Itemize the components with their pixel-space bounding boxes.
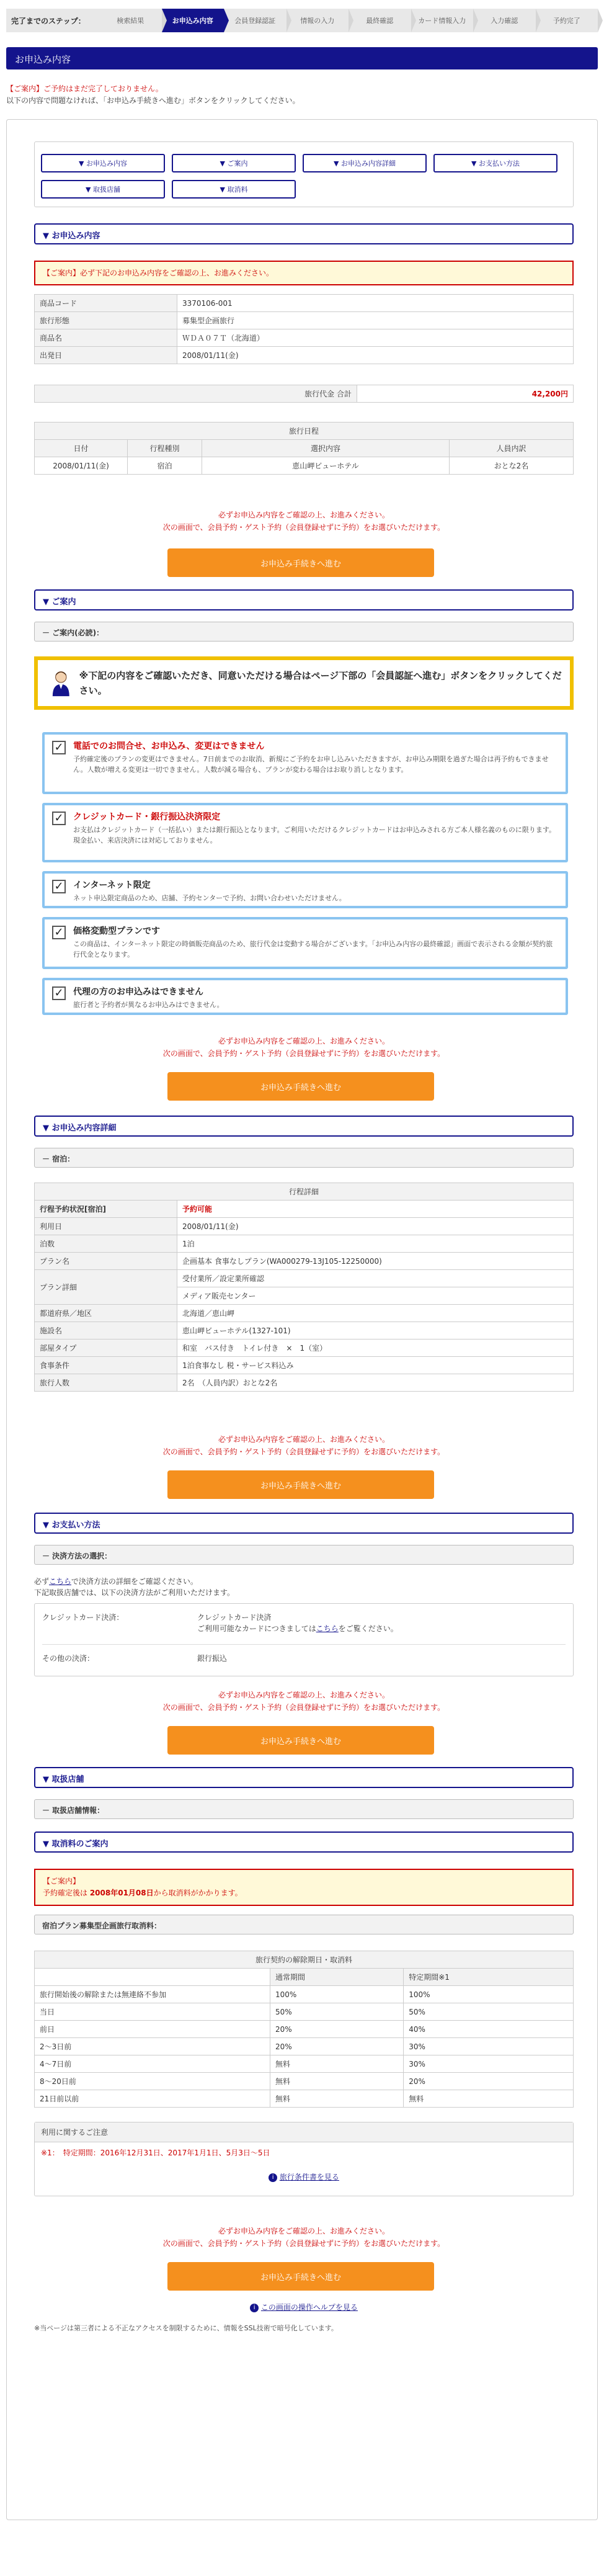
step-final-check: 最終確認 bbox=[349, 9, 411, 32]
guide-notice-box bbox=[34, 656, 574, 710]
step-info-input: 情報の入力 bbox=[286, 9, 349, 32]
payment-note: 必ずこちらで決済方法の詳細をご確認ください。 下記取扱店舗では、以下の決済方法がご利用いただけます。 bbox=[34, 1577, 235, 1597]
step-card-input: カード情報入力 bbox=[411, 9, 474, 32]
usage-note-title: 利用に関するご注意 bbox=[35, 2122, 573, 2142]
page-title: お申込み内容 bbox=[6, 47, 598, 69]
apply-warning: 【ご案内】必ず下記のお申込み内容をご確認の上、お進みください。 bbox=[34, 261, 574, 285]
check-item: ✓ 代理の方のお申込みはできません 旅行者と予約者が異なるお申込みはできません。 bbox=[42, 978, 568, 1015]
guide-subheading: － ご案内(必読)： bbox=[34, 622, 574, 642]
table-row: プラン詳細 受付業所／設定業所確認 bbox=[35, 1270, 574, 1287]
confirm-message-4: 必ずお申込み内容をご確認の上、お進みください。 次の画面で、会員予約・ゲスト予約（会員登録せずに予約）をお選びいただけます。 bbox=[162, 1691, 445, 1712]
cancel-subheading: 宿泊プラン募集型企画旅行取消料： bbox=[34, 1915, 574, 1934]
step-search-results: 検索結果 bbox=[99, 9, 162, 32]
table-row: 食事条件 1泊食事なし 税・サービス料込み bbox=[35, 1357, 574, 1374]
total-table bbox=[34, 385, 574, 403]
info-circle-icon: i bbox=[269, 2173, 277, 2182]
checkmark-icon: ✓ bbox=[52, 741, 66, 754]
detail-subheading: － 宿泊： bbox=[34, 1148, 574, 1168]
table-row: 部屋タイプ 和室 バス付き トイレ付き × 1（室） bbox=[35, 1339, 574, 1357]
notice bbox=[6, 83, 300, 107]
proceed-button-4[interactable]: お申込み手続きへ進む bbox=[167, 1726, 434, 1755]
table-row: メディア販売センター bbox=[35, 1287, 574, 1305]
help-link-row bbox=[34, 2302, 574, 2312]
progress-steps bbox=[6, 9, 598, 32]
confirm-message-2: 必ずお申込み内容をご確認の上、お進みください。 次の画面で、会員予約・ゲスト予約（会員登録せずに予約）をお選びいただけます。 bbox=[162, 1037, 445, 1058]
ssl-footer: ※当ページは第三者による不正なアクセスを制限するために、情報をSSL技術で暗号化しています。 bbox=[34, 2324, 338, 2332]
table-row: 商品コード 3370106-001 bbox=[35, 295, 574, 312]
table-row: 8〜20日前 無料 20% bbox=[35, 2073, 574, 2090]
confirm-message-5: 必ずお申込み内容をご確認の上、お進みください。 次の画面で、会員予約・ゲスト予約（会員登録せずに予約）をお選びいただけます。 bbox=[162, 2227, 445, 2248]
checkmark-icon: ✓ bbox=[52, 812, 66, 825]
proceed-button-3[interactable]: お申込み手続きへ進む bbox=[167, 1470, 434, 1499]
total-value: 42,200円 bbox=[357, 385, 574, 403]
step-member-auth: 会員登録認証 bbox=[224, 9, 286, 32]
steps-label: 完了までのステップ： bbox=[11, 16, 86, 25]
table-row: 当日 50% 50% bbox=[35, 2003, 574, 2021]
proceed-button-1[interactable]: お申込み手続きへ進む bbox=[167, 548, 434, 577]
nav-payment-button[interactable]: ▼ お支払い方法 bbox=[433, 154, 557, 172]
check-item: ✓ 電話でのお問合せ、お申込み、変更はできません 予約確定後のプランの変更はできません。7日前までのお取消、新規にご予約をお申し込みいただきますが、お申込み期限を過ぎた場合は再予約もできません。人数が増える変更は一切できません。人数が減る場合も、プランが変わる場合はお取り消しとなります。 bbox=[42, 732, 568, 794]
itinerary-title: 旅行日程 bbox=[35, 423, 574, 440]
nav-apply-button[interactable]: ▼ お申込み内容 bbox=[41, 154, 165, 172]
table-row: 旅行人数 2名 （人員内訳）おとな2名 bbox=[35, 1374, 574, 1392]
section-payment-heading: ▼ お支払い方法 bbox=[34, 1513, 574, 1534]
total-label: 旅行代金 合計 bbox=[35, 385, 357, 403]
itinerary-table: 旅行日程 日付 行程種別 選択内容 人員内訳 2008/01/11(金) 宿泊 恵山岬ビューホテル おとな2名 bbox=[34, 422, 574, 475]
section-cancel-heading: ▼ 取消料のご案内 bbox=[34, 1831, 574, 1853]
page: 完了までのステップ： 検索結果 お申込み内容 会員登録認証 情報の入力 最終確認 カード情報入力 入力確認 予約完了 お申込み内容 【ご案内】ご予約はまだ完了しておりません。 以下の内容で問題なければ、「お申込み手続きへ進む」ボタンをクリックしてください。 ▼ お申込み内容 ▼ ご案内 ▼ お申込み内容詳細 ▼ お支払い方法 ▼ 取扱店舗 ▼ 取消料 ▼ お申込み内容 【ご案内】必ず下記のお申込み内容をご確認の上、お進みください。 商品コード 3370106-001 旅行形態 募集型企画旅行 商品名 ＷＤＡ０７Ｔ（北海道） 出発日 2008/01/11(金) 旅行代金 合計 42,200円 旅行日程 日付 行程種別 選択内容 人員内訳 2008/01/11(金) 宿泊 恵山岬ビューホテル おとな2名 必ずお申込み内容をご確認の上、お進みください。 次の画面で、会員予約・ゲスト予約（会員登録せずに予約）をお選びいただけます。 お申込み手続きへ進む ▼ ご案内 － ご案内(必読)： ※下記の内容をご確認いただき、同意いただける場合はページ下部の「会員認証へ進む」ボタンをクリックしてください。 ✓ 電話でのお問合せ、お申込み、変更はできません 予約確定後のプランの変更はできません。7日前までのお取消、新規にご予約をお申し込みいただきますが、お申込み期限を過ぎた場合は再予約もできません。人数が増える変更は一切できません。人数が減る場合も、プランが変わる場合はお取り消しとなります。 ✓ クレジットカード・銀行振込決済限定 お支払はクレジットカード（一括払い）または銀行振込となります。ご利用いただけるクレジットカードはお申込みされる方ご本人様名義のものに限ります。現金払い、来店決済には対応しておりません。 ✓ インターネット限定 ネット申込限定商品のため、店舗、予約センターで予約、お問い合わせいただけません。 ✓ 価格変動型プランです この商品は、インターネット限定の時価販売商品のため、旅行代金は変動する場合がございます。「お申込み内容の最終確認」画面で表示される金額が契約旅行代金となります。 ✓ 代理の方のお申込みはできません 旅行者と予約者が異なるお申込みはできません。 必ずお申込み内容をご確認の上、お進みください。 次の画面で、会員予約・ゲスト予約（会員登録せずに予約）をお選びいただけます。 お申込み手続きへ進む ▼ お申込み内容詳細 － 宿泊： 行程詳細 行程予約状況[宿泊] 予約可能 利用日 2008/01/11(金) 泊数 1泊 プラン名 企画基本 食事なしプラン(WA000279-13J105-12250000) プラン詳細 受付業所／設定業所確認 メディア販売センター 都道府県／地区 北海道／恵山岬 施設名 恵山岬ビューホテル(1327-101) 部屋タイプ 和室 バス付き トイレ付き × 1（室） 食事条件 1泊食事なし 税・サービス料込み 旅行人数 2名 （人員内訳）おとな2名 必ずお申込み内容をご確認の上、お進みください。 次の画面で、会員予約・ゲスト予約（会員登録せずに予約）をお選びいただけます。 お申込み手続きへ進む ▼ お支払い方法 － 決済方法の選択： 必ずこちらで決済方法の詳細をご確認ください。 下記取扱店舗では、以下の決済方法がご利用いただけます。 クレジットカード決済： クレジットカード決済 ご利用可能なカードにつきましてはこちらをご覧ください。 その他の決済： 銀行振込 必ずお申込み内容をご確認の上、お進みください。 次の画面で、会員予約・ゲスト予約（会員登録せずに予約）をお選びいただけます。 お申込み手続きへ進む ▼ 取扱店舗 － 取扱店舗情報： ▼ 取消料のご案内 【ご案内】 予約確定後は 2008年01月08日から取消料がかかります。 宿泊プラン募集型企画旅行取消料： 旅行契約の解除期日・取消料 通常期間 特定期間※1 旅行開始後の解除または無連絡不参加 100% 100% 当日 50% 50% 前日 20% 40% 2〜3日前 20% 30% 4〜7日前 無料 30% 8〜20日前 無料 20% 21日前以前 無料 無料 利用に関するご注意 ※1： 特定期間：2016年12月31日、2017年1月1日、5月3日〜5日 i 旅行条件書を見る 必ずお申込み内容をご確認の上、お進みください。 次の画面で、会員予約・ゲスト予約（会員登録せずに予約）をお選びいただけます。 お申込み手続きへ進む i この画面の操作ヘルプを見る ※当ページは第三者による不正なアクセスを制限するために、情報をSSL技術で暗号化しています。 bbox=[0, 0, 604, 2576]
check-item: ✓ インターネット限定 ネット申込限定商品のため、店舗、予約センターで予約、お問い合わせいただけません。 bbox=[42, 871, 568, 908]
table-row: 2〜3日前 20% 30% bbox=[35, 2038, 574, 2055]
usage-note-box bbox=[34, 2122, 574, 2196]
section-apply-heading: ▼ お申込み内容 bbox=[34, 223, 574, 244]
guide-notice-text: ※下記の内容をご確認いただき、同意いただける場合はページ下部の「会員認証へ進む」ボタンをクリックしてください。 bbox=[79, 670, 562, 696]
detail-title: 行程詳細 bbox=[35, 1183, 574, 1201]
checkmark-icon: ✓ bbox=[52, 880, 66, 893]
section-detail-heading: ▼ お申込み内容詳細 bbox=[34, 1116, 574, 1137]
table-row: 商品名 ＷＤＡ０７Ｔ（北海道） bbox=[35, 329, 574, 347]
nav-guide-button[interactable]: ▼ ご案内 bbox=[172, 154, 296, 172]
checkmark-icon: ✓ bbox=[52, 926, 66, 939]
proceed-button-2[interactable]: お申込み手続きへ進む bbox=[167, 1072, 434, 1101]
info-circle-icon: i bbox=[250, 2304, 259, 2312]
payment-detail-link[interactable]: こちら bbox=[49, 1577, 71, 1586]
nav-cancel-button[interactable]: ▼ 取消料 bbox=[172, 180, 296, 199]
staff-icon bbox=[50, 669, 72, 697]
checkmark-icon: ✓ bbox=[52, 986, 66, 1000]
nav-detail-button[interactable]: ▼ お申込み内容詳細 bbox=[303, 154, 427, 172]
help-link[interactable]: この画面の操作ヘルプを見る bbox=[260, 2303, 358, 2312]
table-row: プラン名 企画基本 食事なしプラン(WA000279-13J105-12250000) bbox=[35, 1253, 574, 1270]
table-row: 旅行開始後の解除または無連絡不参加 100% 100% bbox=[35, 1986, 574, 2003]
step-input-check: 入力確認 bbox=[473, 9, 536, 32]
table-row: 2008/01/11(金) 宿泊 恵山岬ビューホテル おとな2名 bbox=[35, 457, 574, 475]
payment-subheading: － 決済方法の選択： bbox=[34, 1545, 574, 1565]
table-row: 都道府県／地区 北海道／恵山岬 bbox=[35, 1305, 574, 1322]
proceed-button-5[interactable]: お申込み手続きへ進む bbox=[167, 2262, 434, 2291]
cancel-table-title: 旅行契約の解除期日・取消料 bbox=[35, 1951, 574, 1969]
terms-link[interactable]: 旅行条件書を見る bbox=[279, 2173, 339, 2181]
nav-store-button[interactable]: ▼ 取扱店舗 bbox=[41, 180, 165, 199]
table-row: 旅行形態 募集型企画旅行 bbox=[35, 312, 574, 329]
section-store-heading: ▼ 取扱店舗 bbox=[34, 1767, 574, 1788]
table-row: 利用日 2008/01/11(金) bbox=[35, 1218, 574, 1235]
store-subheading: － 取扱店舗情報： bbox=[34, 1799, 574, 1819]
confirm-message-1: 必ずお申込み内容をご確認の上、お進みください。 次の画面で、会員予約・ゲスト予約（会員登録せずに予約）をお選びいただけます。 bbox=[162, 511, 445, 532]
check-item: ✓ 価格変動型プランです この商品は、インターネット限定の時価販売商品のため、旅行代金は変動する場合がございます。「お申込み内容の最終確認」画面で表示される金額が契約旅行代金となります。 bbox=[42, 917, 568, 969]
table-row: 前日 20% 40% bbox=[35, 2021, 574, 2038]
table-row: 泊数 1泊 bbox=[35, 1235, 574, 1253]
table-row: 行程予約状況[宿泊] 予約可能 bbox=[35, 1201, 574, 1218]
table-row: 21日前以前 無料 無料 bbox=[35, 2090, 574, 2108]
notice-line1: 【ご案内】ご予約はまだ完了しておりません。 bbox=[6, 84, 163, 93]
product-table bbox=[34, 294, 574, 364]
usage-note-text: ※1： 特定期間：2016年12月31日、2017年1月1日、5月3日〜5日 bbox=[41, 2149, 270, 2157]
table-row: 出発日 2008/01/11(金) bbox=[35, 347, 574, 364]
section-guide-heading: ▼ ご案内 bbox=[34, 589, 574, 610]
detail-table bbox=[34, 1183, 574, 1392]
notice-line2: 以下の内容で問題なければ、「お申込み手続きへ進む」ボタンをクリックしてください。 bbox=[6, 96, 300, 105]
table-row: 4〜7日前 無料 30% bbox=[35, 2055, 574, 2073]
step-application: お申込み内容 bbox=[162, 9, 224, 32]
card-list-link[interactable]: こちら bbox=[316, 1624, 339, 1633]
table-row: 施設名 恵山岬ビューホテル(1327-101) bbox=[35, 1322, 574, 1339]
cancel-warning: 【ご案内】 予約確定後は 2008年01月08日から取消料がかかります。 bbox=[34, 1869, 574, 1906]
check-item: ✓ クレジットカード・銀行振込決済限定 お支払はクレジットカード（一括払い）または銀行振込となります。ご利用いただけるクレジットカードはお申込みされる方ご本人様名義のものに限ります。現金払い、来店決済には対応しておりません。 bbox=[42, 803, 568, 862]
step-complete: 予約完了 bbox=[536, 9, 598, 32]
confirm-message-3: 必ずお申込み内容をご確認の上、お進みください。 次の画面で、会員予約・ゲスト予約（会員登録せずに予約）をお選びいただけます。 bbox=[162, 1435, 445, 1456]
cancel-fee-table: 旅行契約の解除期日・取消料 通常期間 特定期間※1 旅行開始後の解除または無連絡不参加 100% 100% 当日 50% 50% 前日 20% 40% 2〜3日前 20% 30% 4〜7日前 無料 30% 8〜20日前 無料 20% 21日前以前 無料 無料 bbox=[34, 1951, 574, 2108]
